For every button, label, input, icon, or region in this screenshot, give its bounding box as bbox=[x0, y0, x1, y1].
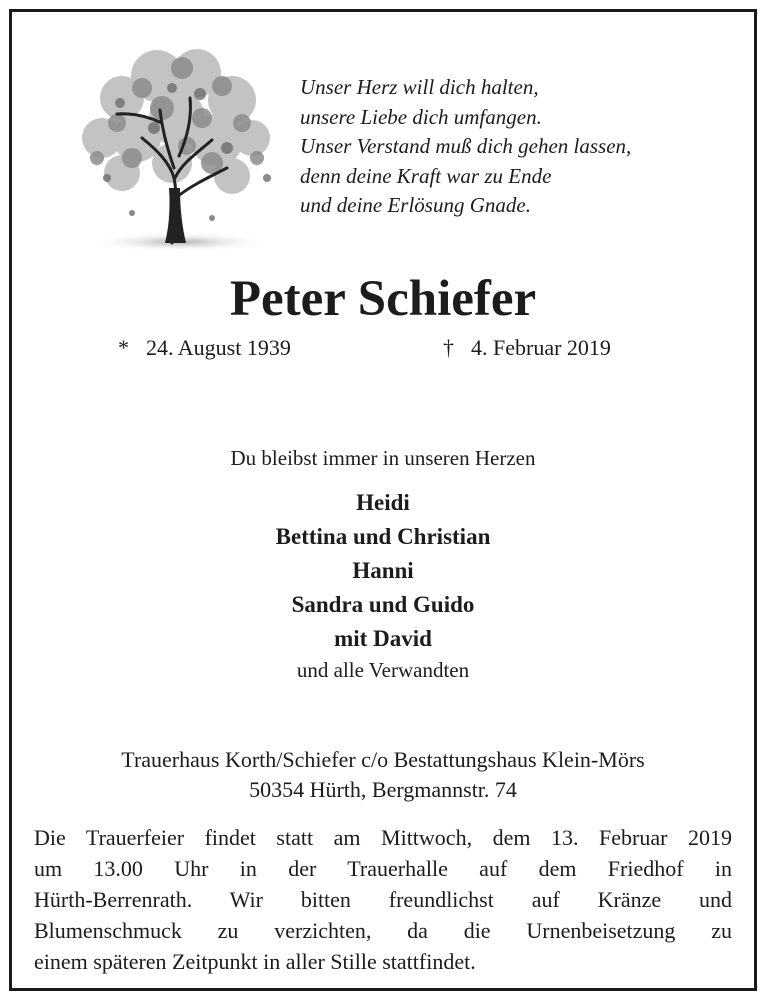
notice-line: um 13.00 Uhr in der Trauerhalle auf dem Friedhof in bbox=[34, 856, 732, 881]
mourning-house-address bbox=[0, 745, 766, 805]
relatives-line: und alle Verwandten bbox=[296, 658, 470, 682]
mourner-name: Sandra und Guido bbox=[291, 592, 475, 617]
poem-line: denn deine Kraft war zu Ende bbox=[300, 163, 552, 188]
poem-line: und deine Erlösung Gnade. bbox=[300, 193, 531, 217]
notice-line: Blumenschmuck zu verzichten, da die Urnenbeisetzung zu bbox=[34, 918, 732, 943]
birth-date: 24. August 1939 bbox=[146, 335, 291, 360]
death-date: 4. Februar 2019 bbox=[471, 335, 611, 360]
tribute-line: Du bleibst immer in unseren Herzen bbox=[230, 446, 536, 470]
deceased-name: Peter Schiefer bbox=[229, 271, 537, 327]
address-line: 50354 Hürth, Bergmannstr. 74 bbox=[249, 777, 517, 802]
notice-line: Hürth-Berrenrath. Wir bitten freundlichst auf Kränze und bbox=[34, 887, 732, 912]
mourner-name: Bettina und Christian bbox=[275, 524, 491, 549]
mourner-name: Heidi bbox=[356, 490, 410, 515]
address-line: Trauerhaus Korth/Schiefer c/o Bestattungshaus Klein-Mörs bbox=[121, 747, 645, 772]
notice-line: einem späteren Zeitpunkt in aller Stille stattfindet. bbox=[34, 949, 476, 974]
funeral-notice bbox=[34, 822, 732, 977]
mourner-name: Hanni bbox=[352, 558, 414, 583]
poem-line: unsere Liebe dich umfangen. bbox=[300, 104, 542, 129]
poem-line: Unser Verstand muß dich gehen lassen, bbox=[300, 134, 632, 158]
mourner-name: mit David bbox=[334, 626, 432, 651]
notice-line: Die Trauerfeier findet statt am Mittwoch, dem 13. Februar 2019 bbox=[34, 825, 732, 850]
death-cross-symbol: † bbox=[443, 335, 454, 360]
tree-illustration bbox=[62, 28, 284, 268]
poem bbox=[300, 73, 631, 221]
mourners-list bbox=[0, 486, 766, 684]
death-date-line bbox=[443, 333, 611, 363]
birth-star-symbol: * bbox=[118, 335, 129, 360]
poem-line: Unser Herz will dich halten, bbox=[300, 75, 539, 99]
birth-date-line bbox=[118, 333, 291, 363]
